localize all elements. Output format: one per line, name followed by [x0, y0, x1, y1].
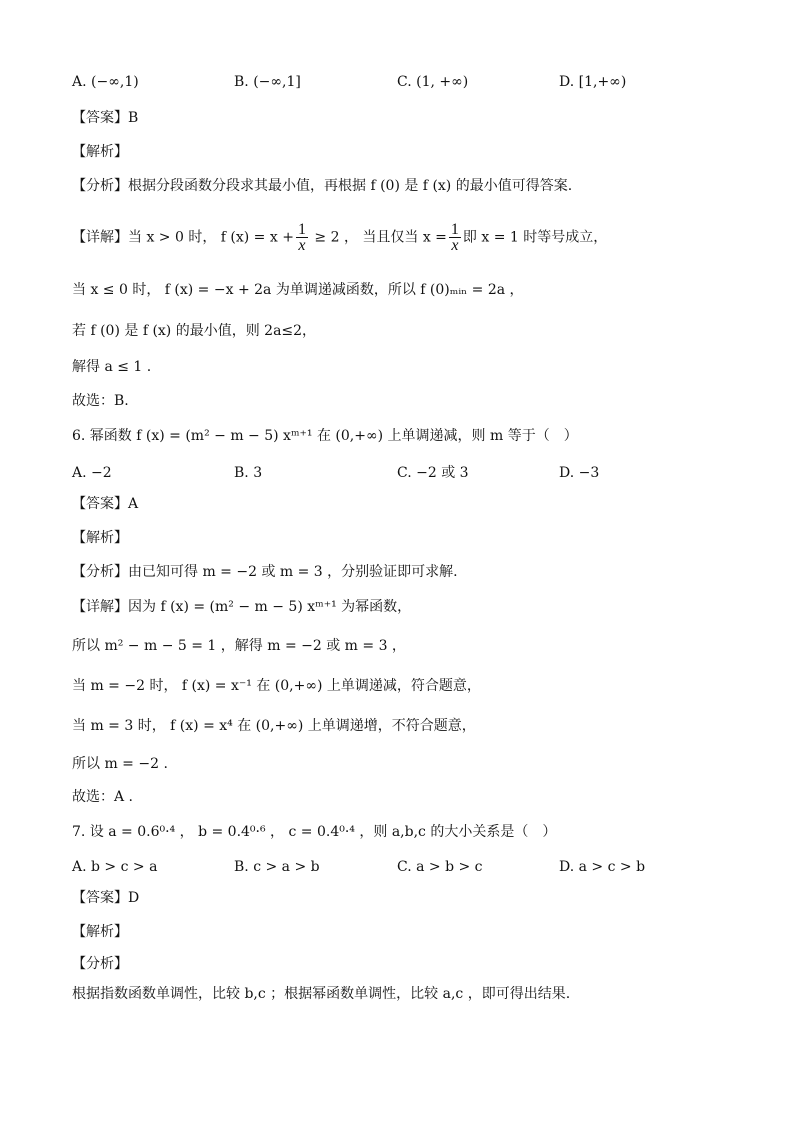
- q7-option-b: B. c > a > b: [234, 859, 320, 875]
- q6-option-b: B. 3: [234, 465, 263, 481]
- q6-fenxi: 【分析】由已知可得 m = −2 或 m = 3 ，分别验证即可求解.: [72, 564, 458, 580]
- q5-option-a: A. (−∞,1): [72, 74, 139, 90]
- q7-option-a: A. b > c > a: [72, 859, 158, 875]
- q6-line-4: 当 m = 3 时， f (x) = x⁴ 在 (0,+∞) 上单调递增，不符合题意，: [72, 718, 476, 734]
- q6-option-a: A. −2: [72, 465, 112, 481]
- q7-jiexi-heading: 【解析】: [72, 924, 128, 940]
- q7-answer: 【答案】D: [72, 890, 140, 906]
- q5-fraction-1-over-x-2: $\frac{1}{x}$: [450, 221, 459, 254]
- q6-line-2: 所以 m² − m − 5 = 1 ，解得 m = −2 或 m = 3 ，: [72, 638, 406, 654]
- q5-line-3: 若 f (0) 是 f (x) 的最小值，则 2a≤2，: [72, 323, 317, 339]
- q5-option-c: C. (1, +∞): [397, 74, 469, 90]
- q6-answer: 【答案】A: [72, 496, 139, 512]
- q7-option-c: C. a > b > c: [397, 859, 483, 875]
- q6-stem: 6. 幂函数 f (x) = (m² − m − 5) xᵐ⁺¹ 在 (0,+∞) 上单调递减，则 m 等于（ ）: [72, 428, 578, 444]
- q5-fraction-1-over-x: $\frac{1}{x}$: [297, 221, 306, 254]
- q6-line-6: 故选：A .: [72, 789, 134, 805]
- q6-line-3: 当 m = −2 时， f (x) = x⁻¹ 在 (0,+∞) 上单调递减，符合题意，: [72, 678, 481, 694]
- q6-line-5: 所以 m = −2 .: [72, 756, 168, 772]
- q5-line-5: 故选：B.: [72, 393, 129, 409]
- q5-fenxi: 【分析】根据分段函数分段求其最小值，再根据 f (0) 是 f (x) 的最小值可得答案.: [72, 178, 573, 194]
- q5-detail-pre: 【详解】当 x > 0 时， f (x) = x +: [72, 229, 294, 246]
- q5-jiexi-heading: 【解析】: [72, 144, 128, 160]
- q6-detail: 【详解】因为 f (x) = (m² − m − 5) xᵐ⁺¹ 为幂函数，: [72, 599, 412, 615]
- q5-line-4: 解得 a ≤ 1 .: [72, 359, 152, 375]
- q7-fenxi-heading: 【分析】: [72, 956, 128, 972]
- q6-option-d: D. −3: [559, 465, 600, 481]
- q5-detail-mid: ≥ 2 ， 当且仅当 x =: [309, 229, 447, 246]
- q6-jiexi-heading: 【解析】: [72, 530, 128, 546]
- q5-option-b: B. (−∞,1]: [234, 74, 301, 90]
- q5-option-d: D. [1,+∞): [559, 74, 627, 90]
- q7-line-1: 根据指数函数单调性，比较 b,c ；根据幂函数单调性，比较 a,c ，即可得出结果.: [72, 986, 571, 1002]
- q5-detail-post: 即 x = 1 时等号成立，: [462, 229, 608, 246]
- q7-stem: 7. 设 a = 0.6⁰·⁴ ， b = 0.4⁰·⁶ ， c = 0.4⁰·⁴ ，则 a,b,c 的大小关系是（ ）: [72, 824, 557, 840]
- q7-option-d: D. a > c > b: [559, 859, 646, 875]
- q5-line-2: 当 x ≤ 0 时， f (x) = −x + 2a 为单调递减函数，所以 f (0)ₘᵢₙ = 2a ，: [72, 282, 524, 298]
- q5-detail-line: [72, 222, 607, 253]
- q6-option-c: C. −2 或 3: [397, 465, 469, 481]
- q5-answer: 【答案】B: [72, 110, 139, 126]
